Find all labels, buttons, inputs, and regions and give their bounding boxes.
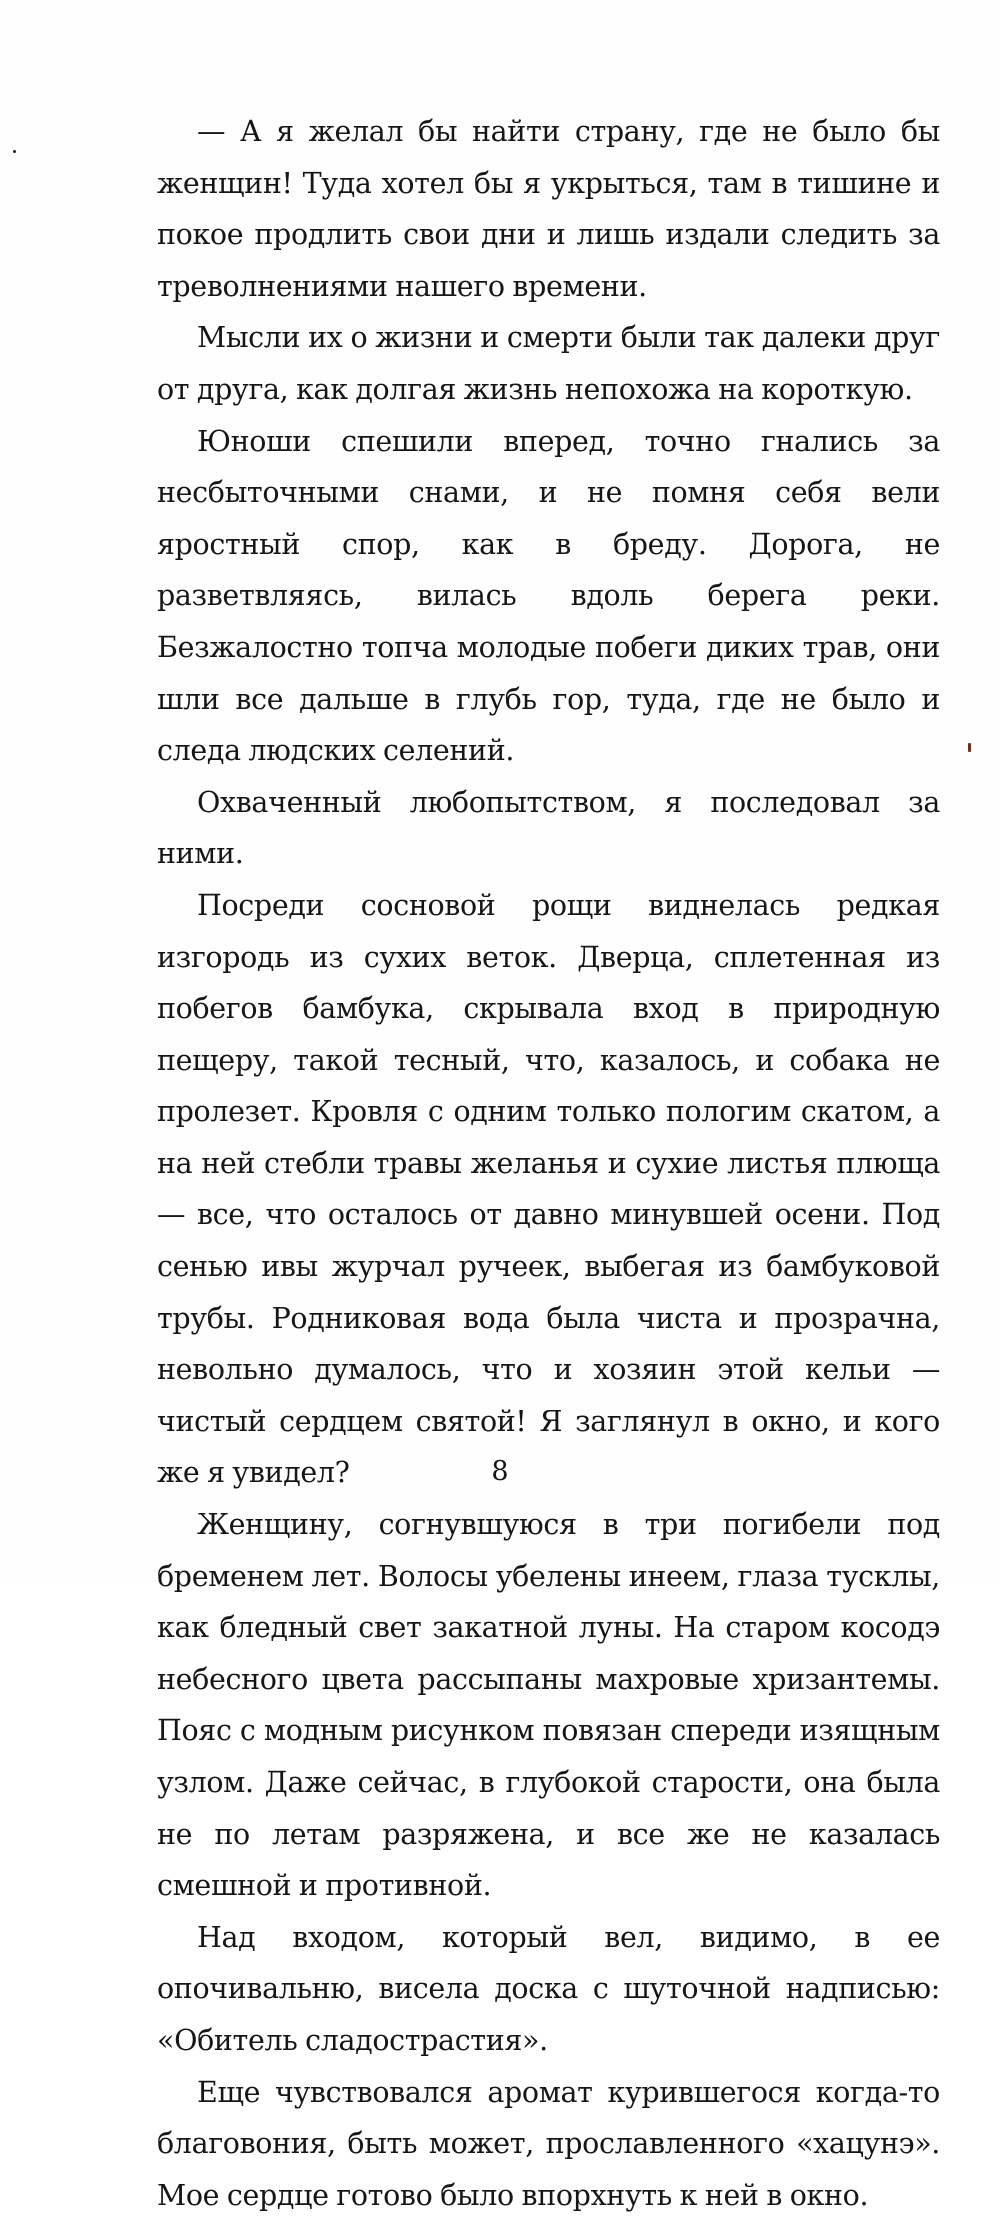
paragraph: Над входом, который вел, видимо, в ее опочивальню, висела доска с шуточной надписью: «Обитель сладострастия». [157, 1920, 940, 2057]
paragraph: Еще чувствовался аромат курившегося когда-то благовония, быть может, прославленного «хацунэ». Мое сердце готово было впорхнуть к ней в окно. [157, 2075, 940, 2212]
paragraph: Юноши спешили вперед, точно гнались за несбыточными снами, и не помня себя вели яростный спор, как в бреду. Дорога, не разветвляясь, вилась вдоль берега реки. Безжалостно топча молодые побеги диких трав, они шли все дальше в глубь гор, туда, где не было и следа людских селений. [157, 424, 940, 768]
paragraph: Женщину, согнувшуюся в три погибели под бременем лет. Волосы убелены инеем, глаза тусклы, как бледный свет закатной луны. На старом косодэ небесного цвета рассыпаны махровые хризантемы. Пояс с модным рисунком повязан спереди изящным узлом. Даже сейчас, в глубокой старости, она была не по летам разряжена, и все же не казалась смешной и противной. [157, 1508, 940, 1903]
page-number: 8 [491, 1456, 509, 1487]
paragraph: — А я желал бы найти страну, где не было бы женщин! Туда хотел бы я укрыться, там в тишине и покое продлить свои дни и лишь издали следить за треволнениями нашего времени. [157, 115, 940, 303]
paragraph: Мысли их о жизни и смерти были так далеки друг от друга, как долгая жизнь непохожа на короткую. [157, 321, 940, 406]
paragraph: Охваченный любопытством, я последовал за ними. [157, 785, 940, 871]
paragraph: Посреди сосновой рощи виднелась редкая изгородь из сухих веток. Дверца, сплетенная из побегов бамбука, скрывала вход в природную пещеру, такой тесный, что, казалось, и собака не пролезет. Кровля с одним только пологим скатом, а на ней стебли травы желанья и сухие листья плюща — все, что осталось от давно минувшей осени. Под сенью ивы журчал ручеек, выбегая из бамбуковой трубы. Родниковая вода была чиста и прозрачна, невольно думалось, что и хозяин этой кельи — чистый сердцем святой! Я заглянул в окно, и кого же я увидел? [157, 888, 940, 1490]
scan-speck [13, 150, 16, 153]
scan-speck [968, 743, 971, 752]
body-text [157, 106, 940, 2221]
